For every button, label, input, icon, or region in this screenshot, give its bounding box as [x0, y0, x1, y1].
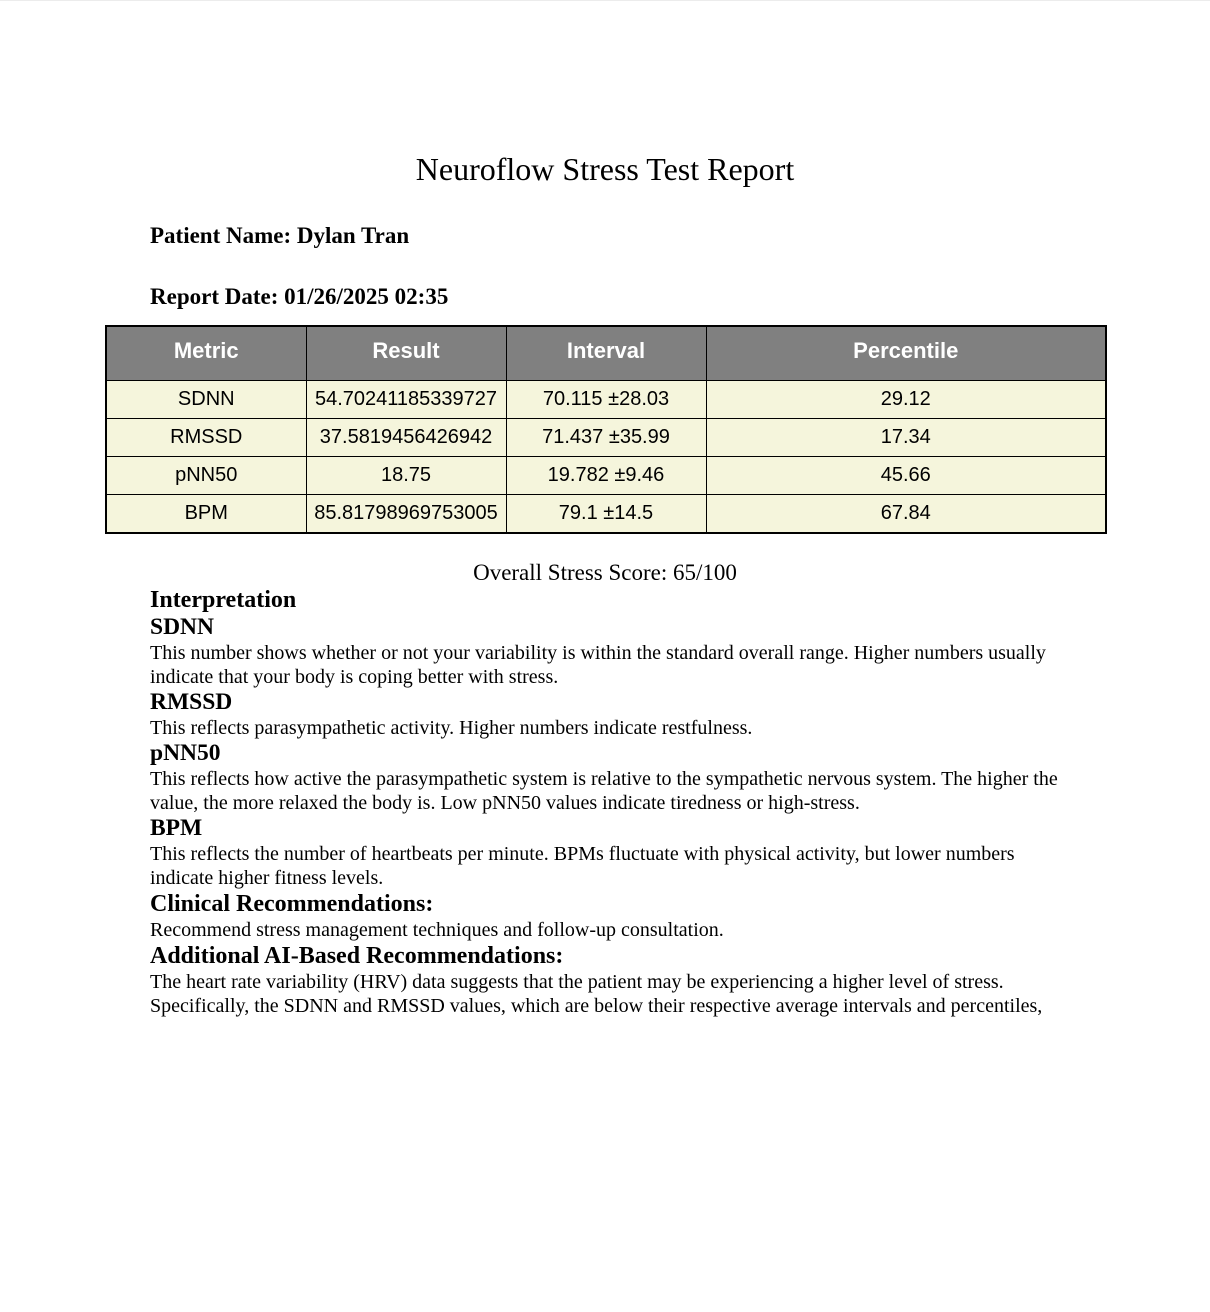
- report-title: Neuroflow Stress Test Report: [415, 151, 795, 187]
- rmssd-description: This reflects parasympathetic activity. Higher numbers indicate restfulness.: [150, 717, 753, 739]
- table-cell-interval: 79.1 ±14.5: [506, 495, 706, 534]
- ai-recommendations-heading: Additional AI-Based Recommendations:: [150, 943, 564, 969]
- pnn50-heading: pNN50: [150, 740, 221, 766]
- clinical-recommendations-heading: Clinical Recommendations:: [150, 891, 434, 917]
- table-cell-result: 85.81798969753005: [306, 495, 506, 534]
- table-row: [106, 381, 1106, 419]
- table-row: [106, 495, 1106, 534]
- table-header-result: Result: [306, 326, 506, 381]
- report-date-value: 01/26/2025 02:35: [284, 284, 449, 309]
- table-cell-interval: 71.437 ±35.99: [506, 419, 706, 457]
- table-header-interval: Interval: [506, 326, 706, 381]
- overall-stress-score: Overall Stress Score: 65/100: [473, 560, 737, 585]
- bpm-description: This reflects the number of heartbeats per minute. BPMs fluctuate with physical activity, but lower numbers indicate higher fitness levels.: [150, 843, 1015, 889]
- bpm-heading: BPM: [150, 815, 203, 841]
- rmssd-heading: RMSSD: [150, 689, 233, 715]
- table-cell-percentile: 45.66: [706, 457, 1106, 495]
- table-cell-metric: pNN50: [106, 457, 306, 495]
- table-cell-metric: BPM: [106, 495, 306, 534]
- table-row: [106, 419, 1106, 457]
- interpretation-heading: Interpretation: [150, 587, 297, 613]
- patient-name-label: Patient Name:: [150, 223, 292, 248]
- table-cell-percentile: 17.34: [706, 419, 1106, 457]
- table-header-percentile: Percentile: [706, 326, 1106, 381]
- table-cell-percentile: 67.84: [706, 495, 1106, 534]
- report-date-label: Report Date:: [150, 284, 279, 309]
- patient-name-line: [150, 223, 1210, 249]
- table-row: [106, 457, 1106, 495]
- table-cell-interval: 19.782 ±9.46: [506, 457, 706, 495]
- table-cell-metric: SDNN: [106, 381, 306, 419]
- metrics-table: [105, 325, 1107, 534]
- table-cell-percentile: 29.12: [706, 381, 1106, 419]
- patient-name-value: Dylan Tran: [296, 223, 410, 248]
- sdnn-heading: SDNN: [150, 614, 214, 640]
- clinical-recommendations-text: Recommend stress management techniques and follow-up consultation.: [150, 919, 724, 941]
- table-header-row: [106, 326, 1106, 381]
- report-date-line: [150, 284, 1210, 310]
- table-cell-interval: 70.115 ±28.03: [506, 381, 706, 419]
- table-cell-result: 18.75: [306, 457, 506, 495]
- table-cell-result: 54.70241185339727: [306, 381, 506, 419]
- pnn50-description: This reflects how active the parasympathetic system is relative to the sympathetic nervous system. The higher the value, the more relaxed the body is. Low pNN50 values indicate tiredness or high-stress.: [150, 768, 1058, 814]
- ai-recommendations-text: The heart rate variability (HRV) data suggests that the patient may be experiencing a higher level of stress. Specifically, the SDNN and RMSSD values, which are below their respective average intervals and percentiles,: [150, 971, 1043, 1017]
- table-header-metric: Metric: [106, 326, 306, 381]
- sdnn-description: This number shows whether or not your variability is within the standard overall range. Higher numbers usually indicate that your body is coping better with stress.: [150, 642, 1046, 688]
- table-cell-metric: RMSSD: [106, 419, 306, 457]
- table-cell-result: 37.5819456426942: [306, 419, 506, 457]
